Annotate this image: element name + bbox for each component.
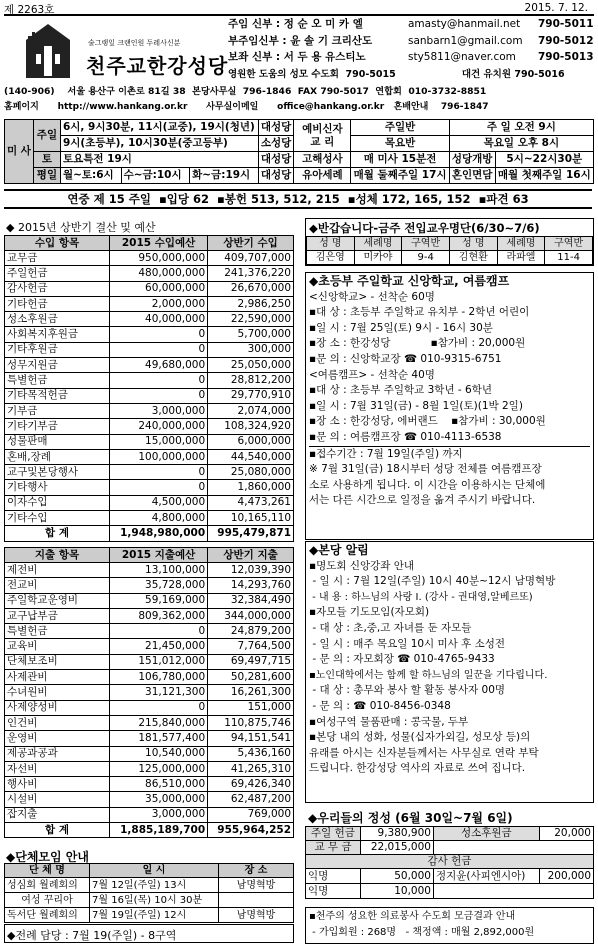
- weekday-label: 평일: [33, 168, 60, 184]
- income-item-cell: 성무지원금: [5, 358, 110, 373]
- daeseongdang-label: 대성당: [258, 152, 294, 168]
- income-row: [5, 495, 294, 510]
- jumil-label: 주일: [33, 120, 60, 152]
- income-item-cell: 합 계: [5, 526, 110, 541]
- income-budget-cell: 0: [110, 388, 208, 403]
- expense-budget-cell: 10,540,000: [110, 746, 208, 761]
- expense-item-cell: 사제관비: [5, 670, 110, 685]
- expense-row: [5, 685, 294, 700]
- group-place: 남명혁방: [219, 908, 294, 923]
- issue-date: 2015. 7. 12.: [524, 2, 588, 14]
- daeseongdang-label: 대성당: [258, 120, 294, 136]
- group-place: [219, 893, 294, 908]
- weekday-times-1: 월~토:6시: [60, 168, 121, 184]
- expense-item-cell: 단체보조비: [5, 654, 110, 669]
- expense-header: 2015 지출예산: [110, 548, 208, 563]
- expense-row: [5, 608, 294, 623]
- staff-phone: 790-5013: [538, 51, 594, 63]
- expense-header: 지출 항목: [5, 548, 110, 563]
- expense-item-cell: 교구납부금: [5, 608, 110, 623]
- catechism-label: 예비신자 교 리: [294, 120, 351, 152]
- expense-item-cell: 사제양성비: [5, 700, 110, 715]
- staff-email[interactable]: amasty@hanmail.net: [408, 18, 521, 30]
- expense-row: [5, 792, 294, 807]
- income-actual-cell: 25,050,000: [208, 358, 294, 373]
- income-actual-cell: 5,700,000: [208, 327, 294, 342]
- notice-line: ▪여성구역 물품판매 : 콩국물, 두부: [309, 715, 469, 728]
- expense-row: [5, 761, 294, 776]
- expense-actual-cell: 151,000: [208, 700, 294, 715]
- income-header: 2015 수입예산: [110, 236, 208, 251]
- welcome-cell: 김현환: [449, 251, 497, 265]
- expense-budget-cell: 1,885,189,700: [110, 823, 208, 838]
- fundraising-line: ▪천주의 성요한 의료봉사 수도회 모금결과 안내: [309, 911, 516, 922]
- income-budget-cell: 1,948,980,000: [110, 526, 208, 541]
- logo-subtitle: 술그랭잎 크랜인원 두레사신분: [88, 39, 181, 47]
- thanks-donor: 정지윤(사피엔시아): [433, 869, 539, 884]
- income-row: [5, 388, 294, 403]
- expense-row: [5, 670, 294, 685]
- welcome-box: [305, 218, 594, 266]
- offering-label: 성소후원금: [433, 827, 539, 841]
- staff-name: 부주임신부 : 윤 솔 기 크리산도: [228, 34, 373, 47]
- income-budget-cell: 480,000,000: [110, 266, 208, 281]
- expense-actual-cell: 69,426,340: [208, 777, 294, 792]
- contact-line-2: (140-906) 서울 용산구 이촌로 81길 38 본당사무실 796-1846 FAX 790-5017 연합회 010-3732-8851: [4, 86, 487, 97]
- expense-item-cell: 시설비: [5, 792, 110, 807]
- income-row: [5, 327, 294, 342]
- income-item-cell: 기부금: [5, 403, 110, 418]
- expense-budget-cell: 35,000,000: [110, 792, 208, 807]
- expense-row: [5, 823, 294, 838]
- staff-name: 주임 신부 : 정 순 오 미 카 엘: [228, 18, 363, 30]
- fundraising-line: - 가입회원 : 268명 - 책정액 : 매월 2,892,000원: [309, 926, 535, 938]
- expense-actual-cell: 7,764,500: [208, 639, 294, 654]
- expense-budget-cell: 125,000,000: [110, 761, 208, 776]
- expense-budget-cell: 35,728,000: [110, 578, 208, 593]
- welcome-cell: 11-4: [545, 251, 593, 265]
- expense-actual-cell: 16,261,300: [208, 685, 294, 700]
- income-item-cell: 성소후원금: [5, 312, 110, 327]
- income-row: [5, 465, 294, 480]
- notice-line: ▪노인대학에서는 함께 할 하느님의 일꾼을 기다립니다.: [309, 669, 548, 681]
- liturgy-duty: ◆전례 담당 : 7월 19(주일) - 8구역: [4, 924, 294, 943]
- expense-budget-cell: 86,510,000: [110, 777, 208, 792]
- expense-actual-cell: 50,281,600: [208, 670, 294, 685]
- expense-row: [5, 639, 294, 654]
- welcome-cell: 라파엘: [497, 251, 545, 265]
- expense-budget-cell: 809,362,000: [110, 608, 208, 623]
- groups-title: ◆단체모임 안내: [6, 850, 89, 864]
- expense-budget-cell: 151,012,000: [110, 654, 208, 669]
- sunday-class-time: 주 일 오전 9시: [449, 120, 593, 136]
- expense-row: [5, 746, 294, 761]
- income-row: [5, 281, 294, 296]
- income-row: [5, 434, 294, 449]
- income-item-cell: 사회복지후원금: [5, 327, 110, 342]
- group-name: 독서단 월례회의: [5, 908, 90, 923]
- camp-title: ◆초등부 주일학교 신앙학교, 여름캠프: [309, 274, 510, 288]
- income-row: [5, 403, 294, 418]
- income-actual-cell: 241,376,220: [208, 266, 294, 281]
- notice-line: 드립니다. 한강성당 역사의 자료로 쓰여 집니다.: [309, 762, 526, 775]
- staff-list: [228, 16, 594, 66]
- income-item-cell: 기타행사: [5, 480, 110, 495]
- notice-line: - 내 용 : 하느님의 사랑 I. (강사 - 권대영,알베르또): [309, 591, 533, 603]
- staff-email[interactable]: sty5811@naver.com: [408, 51, 516, 63]
- income-item-cell: 기타후원금: [5, 342, 110, 357]
- camp-line: ▪문 의 : 신앙학교장 ☎ 010-9315-6751: [309, 352, 502, 365]
- welcome-title: ◆반갑습니다-금주 전입교우명단(6/30~7/6): [309, 221, 540, 235]
- staff-name: 보좌 신부 : 서 두 용 유스티노: [228, 51, 366, 63]
- expense-actual-cell: 62,487,200: [208, 792, 294, 807]
- soseongdang-label: 소성당: [258, 136, 294, 152]
- expense-actual-cell: 32,384,490: [208, 593, 294, 608]
- church-logo: [18, 20, 78, 80]
- camp-line: ▪문 의 : 여름캠프장 ☎ 010-4113-6538: [309, 430, 502, 443]
- weekly-hymn-bar: 연중 제 15 주일 ▪입당 62 ▪봉헌 513, 512, 215 ▪성체 172, 165, 152 ▪파견 63: [4, 189, 592, 209]
- camp-line: <여름캠프> - 선착순 40명: [309, 368, 435, 381]
- income-item-cell: 혼배,장례: [5, 449, 110, 464]
- jumil-times-2: 9시(초등부), 10시30분(중고등부): [60, 136, 258, 152]
- notice-line: ▪본당 내의 성화, 성물(십자가외길, 성모상 등)의: [309, 731, 531, 744]
- offering-table: [305, 826, 594, 899]
- income-budget-cell: 40,000,000: [110, 312, 208, 327]
- expense-budget-cell: 31,121,300: [110, 685, 208, 700]
- income-row: [5, 358, 294, 373]
- thursday-class-time: 목요일 오후 8시: [449, 136, 593, 152]
- income-budget-cell: 2,000,000: [110, 296, 208, 311]
- mass-side-label: 미 사: [5, 120, 34, 184]
- expense-item-cell: 교육비: [5, 639, 110, 654]
- expense-table: [4, 547, 294, 838]
- income-actual-cell: 4,473,261: [208, 495, 294, 510]
- income-budget-cell: 950,000,000: [110, 251, 208, 266]
- income-item-cell: 주일헌금: [5, 266, 110, 281]
- expense-item-cell: 주일학교운영비: [5, 593, 110, 608]
- income-actual-cell: 22,590,000: [208, 312, 294, 327]
- notice-line: - 문 의 : 자모회장 ☎ 010-4765-9433: [309, 653, 495, 666]
- income-item-cell: 교구및본당행사: [5, 465, 110, 480]
- income-table: [4, 235, 294, 542]
- expense-item-cell: 합 계: [5, 823, 110, 838]
- income-item-cell: 기타목적헌금: [5, 388, 110, 403]
- expense-row: [5, 654, 294, 669]
- income-actual-cell: 995,479,871: [208, 526, 294, 541]
- groups-header: 장 소: [219, 864, 294, 878]
- marriage-interview-time: 매월 첫째주일 16시: [495, 168, 593, 184]
- expense-item-cell: 제공과공과: [5, 746, 110, 761]
- confession-time: 매 미사 15분전: [351, 152, 449, 168]
- contact-line-3: 홈페이지 http://www.hankang.or.kr 사무실이메일 office@hankang.or.kr 혼배안내 796-1847: [4, 102, 489, 112]
- expense-actual-cell: 769,000: [208, 807, 294, 822]
- income-row: [5, 449, 294, 464]
- notice-box: [305, 541, 594, 803]
- infant-baptism-time: 매월 둘째주일 17시: [351, 168, 449, 184]
- income-item-cell: 기타기부금: [5, 419, 110, 434]
- welcome-header: 세례명: [497, 237, 545, 251]
- income-budget-cell: 4,500,000: [110, 495, 208, 510]
- expense-actual-cell: 14,293,760: [208, 578, 294, 593]
- logo-title: 천주교한강성당: [86, 54, 229, 78]
- welcome-cell: 9-4: [402, 251, 450, 265]
- income-row: [5, 296, 294, 311]
- camp-line: ▪일 시 : 7월 31일(금) - 8월 1일(토)(1박 2일): [309, 399, 523, 412]
- income-item-cell: 교무금: [5, 251, 110, 266]
- expense-item-cell: 잡지출: [5, 807, 110, 822]
- camp-box: [305, 272, 594, 540]
- camp-line: ▪접수기간 : 7월 19일(주일) 까지: [309, 446, 590, 463]
- thanks-donor: 익명: [306, 884, 361, 899]
- groups-table: [4, 863, 294, 923]
- offering-label: 주일 헌금: [306, 827, 361, 841]
- church-open-time: 5시~22시30분: [495, 152, 593, 168]
- income-budget-cell: 60,000,000: [110, 281, 208, 296]
- expense-row: [5, 624, 294, 639]
- thanks-donor: 익명: [306, 869, 361, 884]
- income-item-cell: 이자수입: [5, 495, 110, 510]
- income-actual-cell: 2,986,250: [208, 296, 294, 311]
- group-place: 남명혁방: [219, 878, 294, 893]
- expense-item-cell: 행사비: [5, 777, 110, 792]
- welcome-header: 성 명: [449, 237, 497, 251]
- expense-row: [5, 731, 294, 746]
- expense-budget-cell: 215,840,000: [110, 715, 208, 730]
- staff-email[interactable]: sanbarn1@gmail.com: [408, 34, 523, 47]
- groups-header: 단 체 명: [5, 864, 90, 878]
- notice-line: ▪자모들 기도모임(자모회): [309, 606, 430, 619]
- income-row: [5, 342, 294, 357]
- daeseongdang-label: 대성당: [258, 168, 294, 184]
- notice-line: 유래를 아시는 신자분들께서는 사무실로 연락 부탁: [309, 746, 539, 759]
- group-time: 7월 19일(주일) 12시: [90, 908, 219, 923]
- expense-header: 상반기 지출: [208, 548, 294, 563]
- thanks-offering-header: 감사 헌금: [306, 855, 594, 869]
- jumil-times-1: 6시, 9시30분, 11시(교중), 19시(청년): [60, 120, 258, 136]
- issue-number: 제 2263호: [4, 4, 55, 16]
- saturday-times: 토요특전 19시: [60, 152, 258, 168]
- welcome-header: 구역반: [402, 237, 450, 251]
- thanks-amount: 50,000: [361, 869, 434, 884]
- expense-item-cell: 특별헌금: [5, 624, 110, 639]
- offering-value: 20,000: [539, 827, 593, 841]
- expense-item-cell: 운영비: [5, 731, 110, 746]
- income-budget-cell: 0: [110, 342, 208, 357]
- expense-row: [5, 807, 294, 822]
- group-time: 7월 12일(주일) 13시: [90, 878, 219, 893]
- income-budget-cell: 0: [110, 327, 208, 342]
- groups-header: 일 시: [90, 864, 219, 878]
- income-budget-cell: 0: [110, 373, 208, 388]
- income-item-cell: 특별헌금: [5, 373, 110, 388]
- expense-actual-cell: 955,964,252: [208, 823, 294, 838]
- expense-budget-cell: 181,577,400: [110, 731, 208, 746]
- income-row: [5, 251, 294, 266]
- income-budget-cell: 100,000,000: [110, 449, 208, 464]
- expense-item-cell: 자선비: [5, 761, 110, 776]
- expense-budget-cell: 21,450,000: [110, 639, 208, 654]
- income-actual-cell: 28,812,200: [208, 373, 294, 388]
- expense-budget-cell: 106,780,000: [110, 670, 208, 685]
- thursday-class: 목요반: [351, 136, 449, 152]
- income-item-cell: 기타수입: [5, 511, 110, 526]
- expense-budget-cell: 0: [110, 700, 208, 715]
- expense-row: [5, 700, 294, 715]
- expense-actual-cell: 41,265,310: [208, 761, 294, 776]
- income-row: [5, 373, 294, 388]
- income-row: [5, 480, 294, 495]
- expense-budget-cell: 0: [110, 624, 208, 639]
- camp-line: ▪장 소 : 한강성당, 에버랜드 ▪참가비 : 30,000원: [309, 415, 546, 428]
- offering-value: 9,380,900: [361, 827, 434, 841]
- staff-phone: 790-5011: [538, 18, 594, 30]
- income-budget-cell: 240,000,000: [110, 419, 208, 434]
- expense-item-cell: 인건비: [5, 715, 110, 730]
- welcome-table: [306, 236, 593, 265]
- sunday-class: 주일반: [351, 120, 449, 136]
- income-item-cell: 감사헌금: [5, 281, 110, 296]
- expense-actual-cell: 5,436,160: [208, 746, 294, 761]
- weekday-times-3: 화~금:19시: [190, 168, 259, 184]
- income-actual-cell: 1,860,000: [208, 480, 294, 495]
- expense-actual-cell: 24,879,200: [208, 624, 294, 639]
- expense-budget-cell: 59,169,000: [110, 593, 208, 608]
- income-row: [5, 511, 294, 526]
- expense-row: [5, 777, 294, 792]
- expense-row: [5, 563, 294, 578]
- thanks-amount: 10,000: [361, 884, 434, 899]
- mass-schedule-table: [4, 119, 594, 184]
- camp-line: ※ 7월 31일(금) 18시부터 성당 전체를 여름캠프장: [309, 463, 542, 476]
- income-actual-cell: 26,670,000: [208, 281, 294, 296]
- income-row: [5, 526, 294, 541]
- income-actual-cell: 300,000: [208, 342, 294, 357]
- welcome-cell: 미카야: [354, 251, 402, 265]
- welcome-header: 성 명: [307, 237, 355, 251]
- infant-baptism-label: 유아세례: [294, 168, 351, 184]
- camp-line: ▪일 시 : 7월 25일(토) 9시 - 16시 30분: [309, 321, 493, 334]
- expense-item-cell: 전교비: [5, 578, 110, 593]
- notice-line: - 문 의 : ☎ 010-8456-0348: [309, 699, 451, 712]
- church-open-label: 성당개방: [449, 152, 495, 168]
- income-header: 수입 항목: [5, 236, 110, 251]
- camp-line: ▪대 상 : 초등부 주일학교 3학년 - 6학년: [309, 384, 493, 397]
- group-name: 여성 꾸리아: [5, 893, 90, 908]
- income-budget-cell: 3,000,000: [110, 403, 208, 418]
- fundraising-box: [305, 907, 594, 944]
- camp-line: 서는 다른 시간으로 일정을 옮겨 주시기 바랍니다.: [309, 494, 536, 507]
- income-row: [5, 266, 294, 281]
- staff-phone: 790-5012: [538, 34, 594, 47]
- expense-row: [5, 578, 294, 593]
- confession-label: 고해성사: [294, 152, 351, 168]
- expense-actual-cell: 94,151,541: [208, 731, 294, 746]
- expense-row: [5, 593, 294, 608]
- income-header: 상반기 수입: [208, 236, 294, 251]
- group-time: 7월 16일(목) 10시 30분: [90, 893, 219, 908]
- notice-title: ◆본당 알림: [309, 543, 369, 557]
- income-actual-cell: 409,707,000: [208, 251, 294, 266]
- weekday-times-2: 수~금:10시: [121, 168, 190, 184]
- camp-line: ▪대 상 : 초등부 주일학교 유치부 - 2학년 어린이: [309, 306, 530, 319]
- welcome-cell: 김은영: [307, 251, 355, 265]
- income-budget-cell: 4,800,000: [110, 511, 208, 526]
- notice-line: - 일 시 : 7월 12일(주일) 10시 40분~12시 남명혁방: [309, 575, 556, 588]
- marriage-interview-label: 혼인면담: [449, 168, 495, 184]
- expense-actual-cell: 12,039,390: [208, 563, 294, 578]
- expense-item-cell: 제전비: [5, 563, 110, 578]
- income-item-cell: 성물판매: [5, 434, 110, 449]
- expense-actual-cell: 69,497,715: [208, 654, 294, 669]
- income-actual-cell: 108,324,920: [208, 419, 294, 434]
- income-actual-cell: 25,080,000: [208, 465, 294, 480]
- income-actual-cell: 10,165,110: [208, 511, 294, 526]
- income-budget-cell: 0: [110, 465, 208, 480]
- offering-value: 22,015,000: [361, 841, 434, 855]
- notice-line: ▪명도회 신앙강좌 안내: [309, 559, 415, 572]
- expense-budget-cell: 3,000,000: [110, 807, 208, 822]
- income-item-cell: 기타헌금: [5, 296, 110, 311]
- contact-line-1: 영원한 도움의 성모 수도회 790-5015 대건 유치원 790-5016: [228, 69, 565, 80]
- income-row: [5, 312, 294, 327]
- expense-budget-cell: 13,100,000: [110, 563, 208, 578]
- income-actual-cell: 29,770,910: [208, 388, 294, 403]
- notice-line: - 일 시 : 매주 목요일 10시 미사 후 소성전: [309, 637, 506, 650]
- thanks-amount: 200,000: [539, 869, 593, 884]
- offering-label: 교 무 금: [306, 841, 361, 855]
- camp-line: 소로 사용하게 됩니다. 이 시간을 이용하시는 단체에: [309, 478, 546, 491]
- expense-row: [5, 715, 294, 730]
- welcome-header: 구역반: [545, 237, 593, 251]
- budget-title: ◆ 2015년 상반기 결산 및 예산: [6, 221, 156, 234]
- welcome-header: 세례명: [354, 237, 402, 251]
- income-row: [5, 419, 294, 434]
- income-budget-cell: 0: [110, 480, 208, 495]
- camp-line: <신앙학교> - 선착순 60명: [309, 290, 435, 303]
- income-budget-cell: 15,000,000: [110, 434, 208, 449]
- expense-actual-cell: 110,875,746: [208, 715, 294, 730]
- camp-line: ▪장 소 : 한강성당 ▪참가비 : 20,000원: [309, 337, 526, 350]
- offering-title: ◆우리들의 정성 (6월 30일~7월 6일): [308, 811, 513, 825]
- expense-item-cell: 수녀원비: [5, 685, 110, 700]
- income-actual-cell: 2,074,000: [208, 403, 294, 418]
- saturday-label: 토: [33, 152, 60, 168]
- expense-actual-cell: 344,000,000: [208, 608, 294, 623]
- income-actual-cell: 44,540,000: [208, 449, 294, 464]
- group-name: 성심회 월례회의: [5, 878, 90, 893]
- notice-line: - 대 상 : 초,중,고 자녀를 둔 자모들: [309, 621, 472, 634]
- notice-line: - 대 상 : 총무와 봉사 할 활동 봉사자 00명: [309, 684, 506, 697]
- income-budget-cell: 49,680,000: [110, 358, 208, 373]
- income-actual-cell: 6,000,000: [208, 434, 294, 449]
